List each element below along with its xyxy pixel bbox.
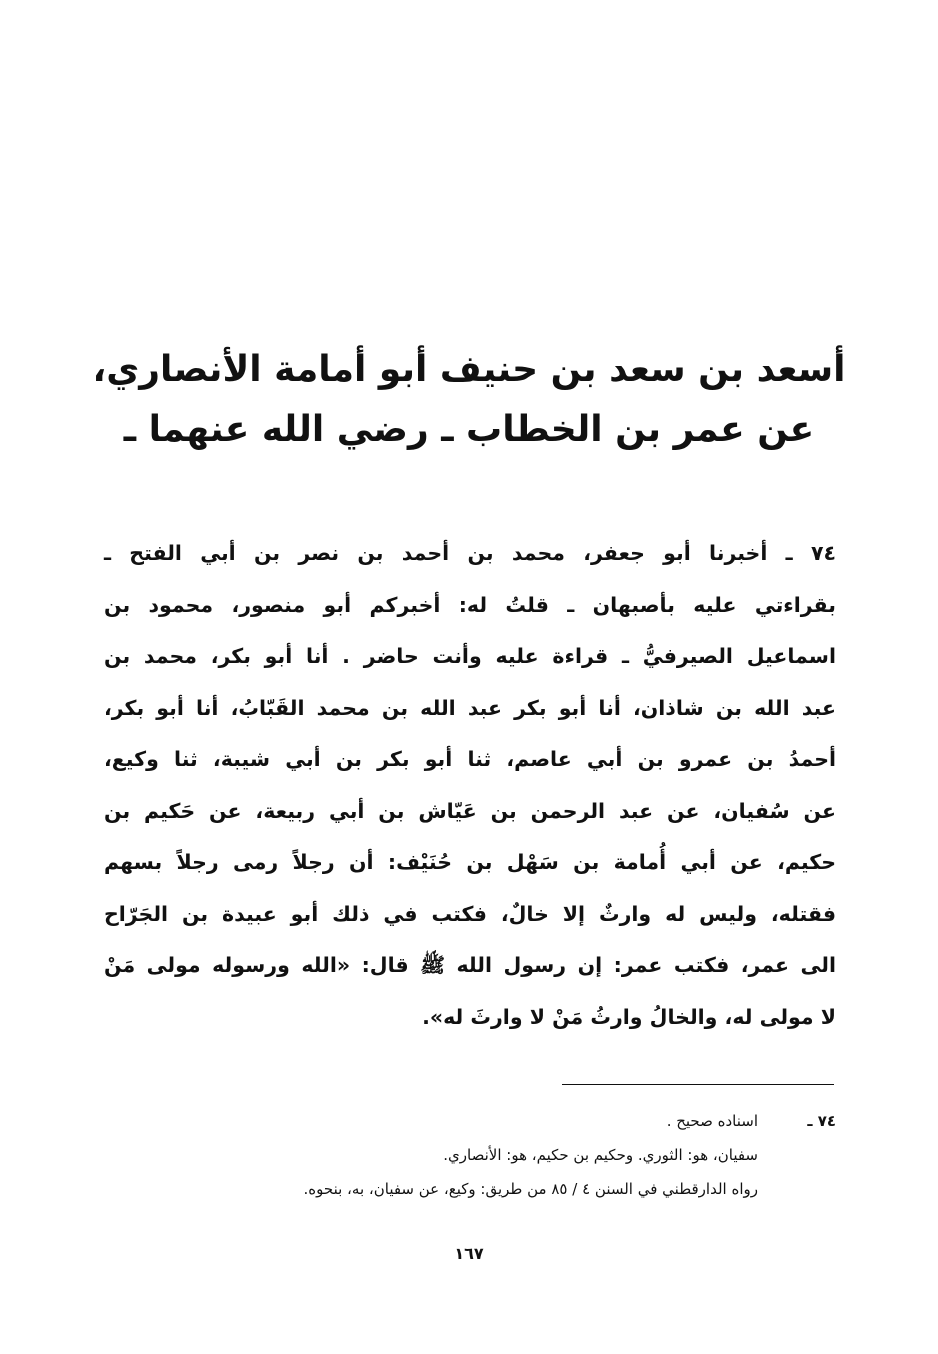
footnote-line-3: رواه الدارقطني في السنن ٤ / ٨٥ من طريق: وكيع، عن سفيان، به، بنحوه.	[303, 1180, 758, 1198]
heading-line-2: عن عمر بن الخطاب ـ رضي الله عنهما ـ	[123, 409, 815, 450]
text-line: بقراءتي عليه بأصبهان ـ قلتُ له: أخبركم أبو منصور، محمود بن	[104, 592, 836, 617]
footnotes	[150, 1104, 836, 1206]
text-line: لا مولى له، والخالُ وارثُ مَنْ لا وارثَ له».	[422, 1004, 836, 1029]
text-line: الى عمر، فكتب عمر: إن رسول الله ﷺ قال: «الله ورسوله مولى مَنْ	[104, 953, 836, 977]
text-line: اسماعيل الصيرفيُّ ـ قراءة عليه وأنت حاضر . أنا أبو بكر، محمد بن	[104, 644, 836, 668]
footnote-number: ٧٤ ـ	[807, 1112, 836, 1130]
page-number: ١٦٧	[454, 1244, 484, 1263]
text-line: فقتله، وليس له وارثٌ إلا خالٌ، فكتب في ذلك أبو عبيدة بن الجَرّاح	[104, 901, 836, 926]
text-line: عبد الله بن شاذان، أنا أبو بكر عبد الله بن محمد القَبّابُ، أنا أبو بكر،	[104, 695, 836, 720]
footnote-divider	[562, 1084, 834, 1085]
text-line: حكيم، عن أبي أُمامة بن سَهْل بن حُنَيْف: أن رجلاً رمى رجلاً بسهم	[104, 850, 836, 874]
heading-line-1: أسعد بن سعد بن حنيف أبو أمامة الأنصاري،	[92, 349, 846, 390]
footnote-line-1: اسناده صحيح .	[666, 1112, 758, 1130]
footnote-row	[150, 1104, 836, 1138]
chapter-heading	[80, 340, 858, 460]
footnote-line-2: سفيان، هو: الثوري. وحكيم بن حكيم، هو: الأنصاري.	[443, 1146, 758, 1164]
text-line: ٧٤ ـ أخبرنا أبو جعفر، محمد بن أحمد بن نصر بن أبي الفتح ـ	[104, 541, 836, 565]
text-line: أحمدُ بن عمرو بن أبي عاصم، ثنا أبو بكر بن أبي شيبة، ثنا وكيع،	[104, 747, 836, 771]
text-line: عن سُفيان، عن عبد الرحمن بن عَيّاش بن أبي ربيعة، عن حَكيم بن	[104, 798, 836, 823]
hadith-text	[104, 528, 836, 1043]
